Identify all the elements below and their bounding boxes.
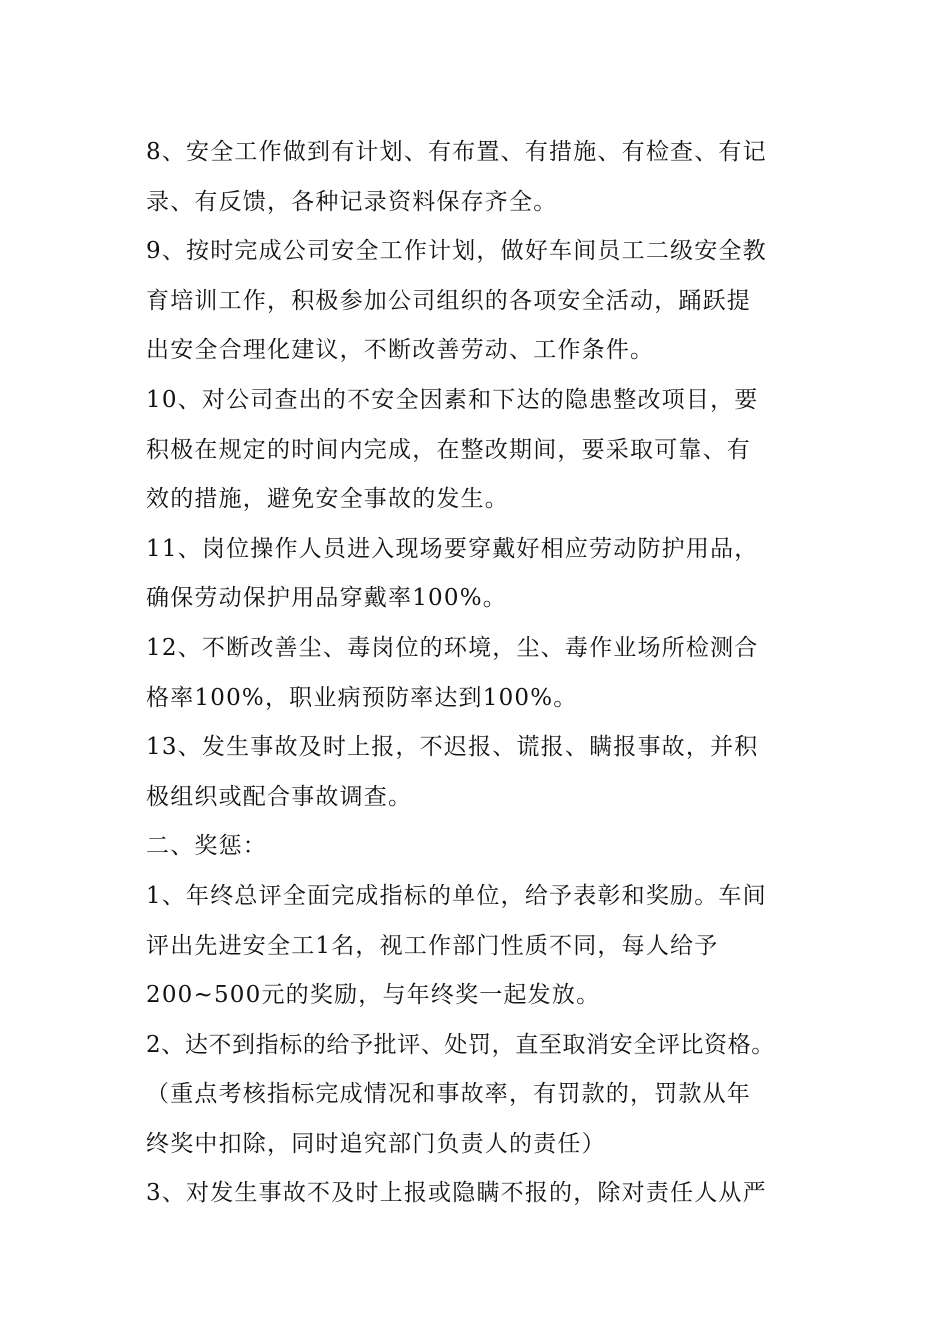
text-line: 评出先进安全工1名，视工作部门性质不同，每人给予 [146,932,719,959]
text-line: 出安全合理化建议，不断改善劳动、工作条件。 [146,337,655,364]
text-line: （重点考核指标完成情况和事故率，有罚款的，罚款从年 [146,1081,751,1108]
text-line: 积极在规定的时间内完成，在整改期间，要采取可靠、有 [146,436,751,463]
text-line: 200~500元的奖励，与年终奖一起发放。 [146,982,601,1009]
text-line: 育培训工作，积极参加公司组织的各项安全活动，踊跃提 [146,287,751,314]
text-line: 9、按时完成公司安全工作计划，做好车间员工二级安全教 [146,238,767,265]
text-line: 10、对公司查出的不安全因素和下达的隐患整改项目，要 [146,386,759,413]
text-line: 8、安全工作做到有计划、有布置、有措施、有检查、有记 [146,139,767,165]
text-line: 11、岗位操作人员进入现场要穿戴好相应劳动防护用品， [146,535,759,562]
text-line: 录、有反馈，各种记录资料保存齐全。 [146,188,558,215]
text-line: 12、不断改善尘、毒岗位的环境，尘、毒作业场所检测合 [146,634,759,661]
section-heading: 二、奖惩： [146,833,267,860]
text-line: 效的措施，避免安全事故的发生。 [146,486,509,513]
text-line: 13、发生事故及时上报，不迟报、谎报、瞒报事故，并积 [146,734,759,761]
text-line: 2、达不到指标的给予批评、处罚，直至取消安全评比资格。 [146,1031,775,1058]
text-line: 极组织或配合事故调查。 [146,783,413,810]
text-line: 终奖中扣除，同时追究部门负责人的责任） [146,1130,606,1157]
text-line: 1、年终总评全面完成指标的单位，给予表彰和奖励。车间 [146,882,767,909]
text-line: 3、对发生事故不及时上报或隐瞒不报的，除对责任人从严 [146,1180,767,1207]
text-line: 确保劳动保护用品穿戴率100%。 [146,585,507,612]
document-body [146,128,818,1219]
text-line: 格率100%，职业病预防率达到100%。 [146,684,578,711]
